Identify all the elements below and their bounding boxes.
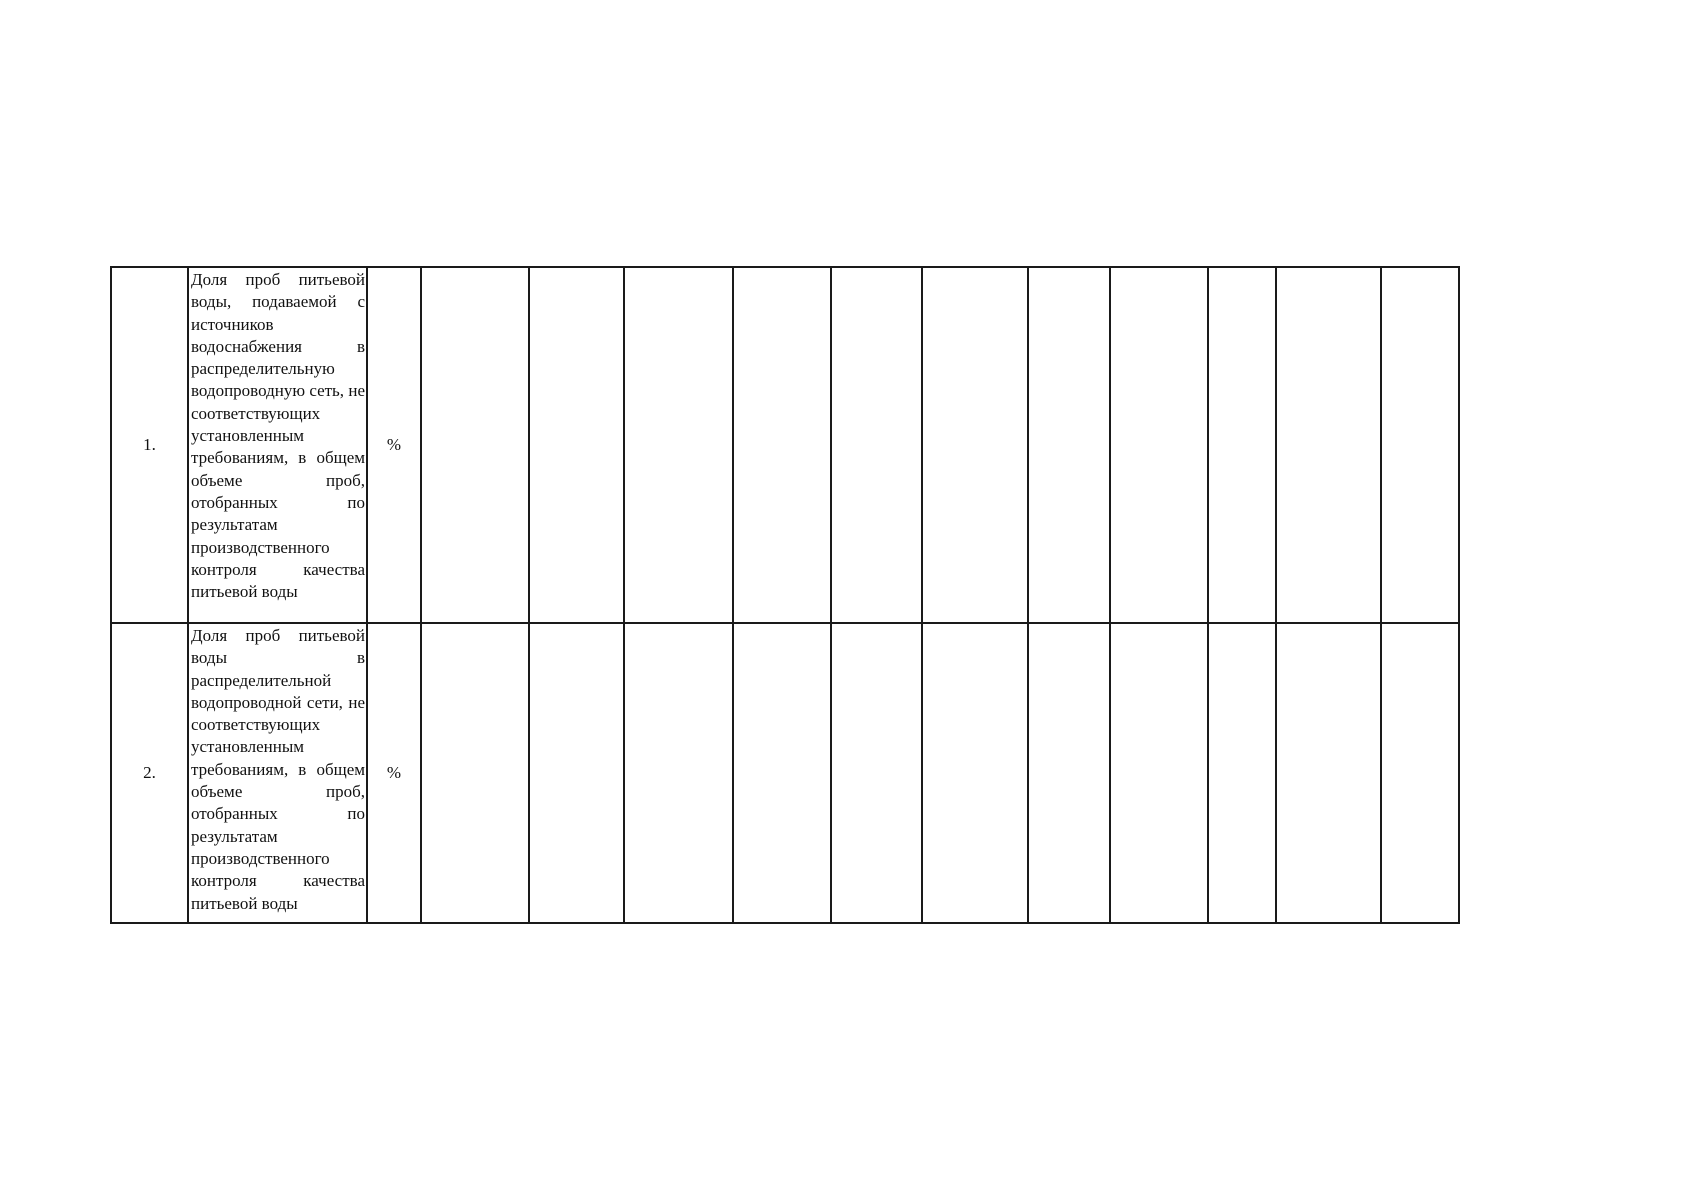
description-text: Доля проб питьевой воды в распределительной водопроводной сети, не соответствующих установленным требованиям, в общем объеме проб, отобранных по результатам производственного контроля качества питьевой воды bbox=[191, 626, 365, 913]
empty-cell bbox=[733, 623, 831, 923]
empty-cell bbox=[1110, 623, 1208, 923]
unit-cell: % bbox=[367, 623, 421, 923]
description-text: Доля проб питьевой воды, подаваемой с источников водоснабжения в распределительную водопроводную сеть, не соответствующих установленным требованиям, в общем объеме проб, отобранных по результатам производственного контроля качества питьевой воды bbox=[191, 270, 365, 602]
empty-cell bbox=[529, 623, 624, 923]
empty-cell bbox=[421, 623, 529, 923]
empty-cell bbox=[922, 623, 1028, 923]
empty-cell bbox=[922, 267, 1028, 623]
empty-cell bbox=[831, 623, 922, 923]
empty-cell bbox=[1028, 267, 1110, 623]
table-row bbox=[111, 623, 1459, 923]
empty-cell bbox=[1110, 267, 1208, 623]
empty-cell bbox=[1381, 623, 1459, 923]
empty-cell bbox=[1276, 267, 1381, 623]
indicator-description bbox=[188, 623, 367, 923]
empty-cell bbox=[529, 267, 624, 623]
empty-cell bbox=[1381, 267, 1459, 623]
empty-cell bbox=[1208, 623, 1276, 923]
table-row bbox=[111, 267, 1459, 623]
empty-cell bbox=[624, 623, 733, 923]
row-number: 1. bbox=[111, 267, 188, 623]
empty-cell bbox=[1028, 623, 1110, 923]
unit-cell: % bbox=[367, 267, 421, 623]
empty-cell bbox=[421, 267, 529, 623]
empty-cell bbox=[1208, 267, 1276, 623]
empty-cell bbox=[1276, 623, 1381, 923]
indicator-description bbox=[188, 267, 367, 623]
empty-cell bbox=[624, 267, 733, 623]
empty-cell bbox=[733, 267, 831, 623]
indicators-table bbox=[110, 266, 1460, 924]
row-number: 2. bbox=[111, 623, 188, 923]
empty-cell bbox=[831, 267, 922, 623]
